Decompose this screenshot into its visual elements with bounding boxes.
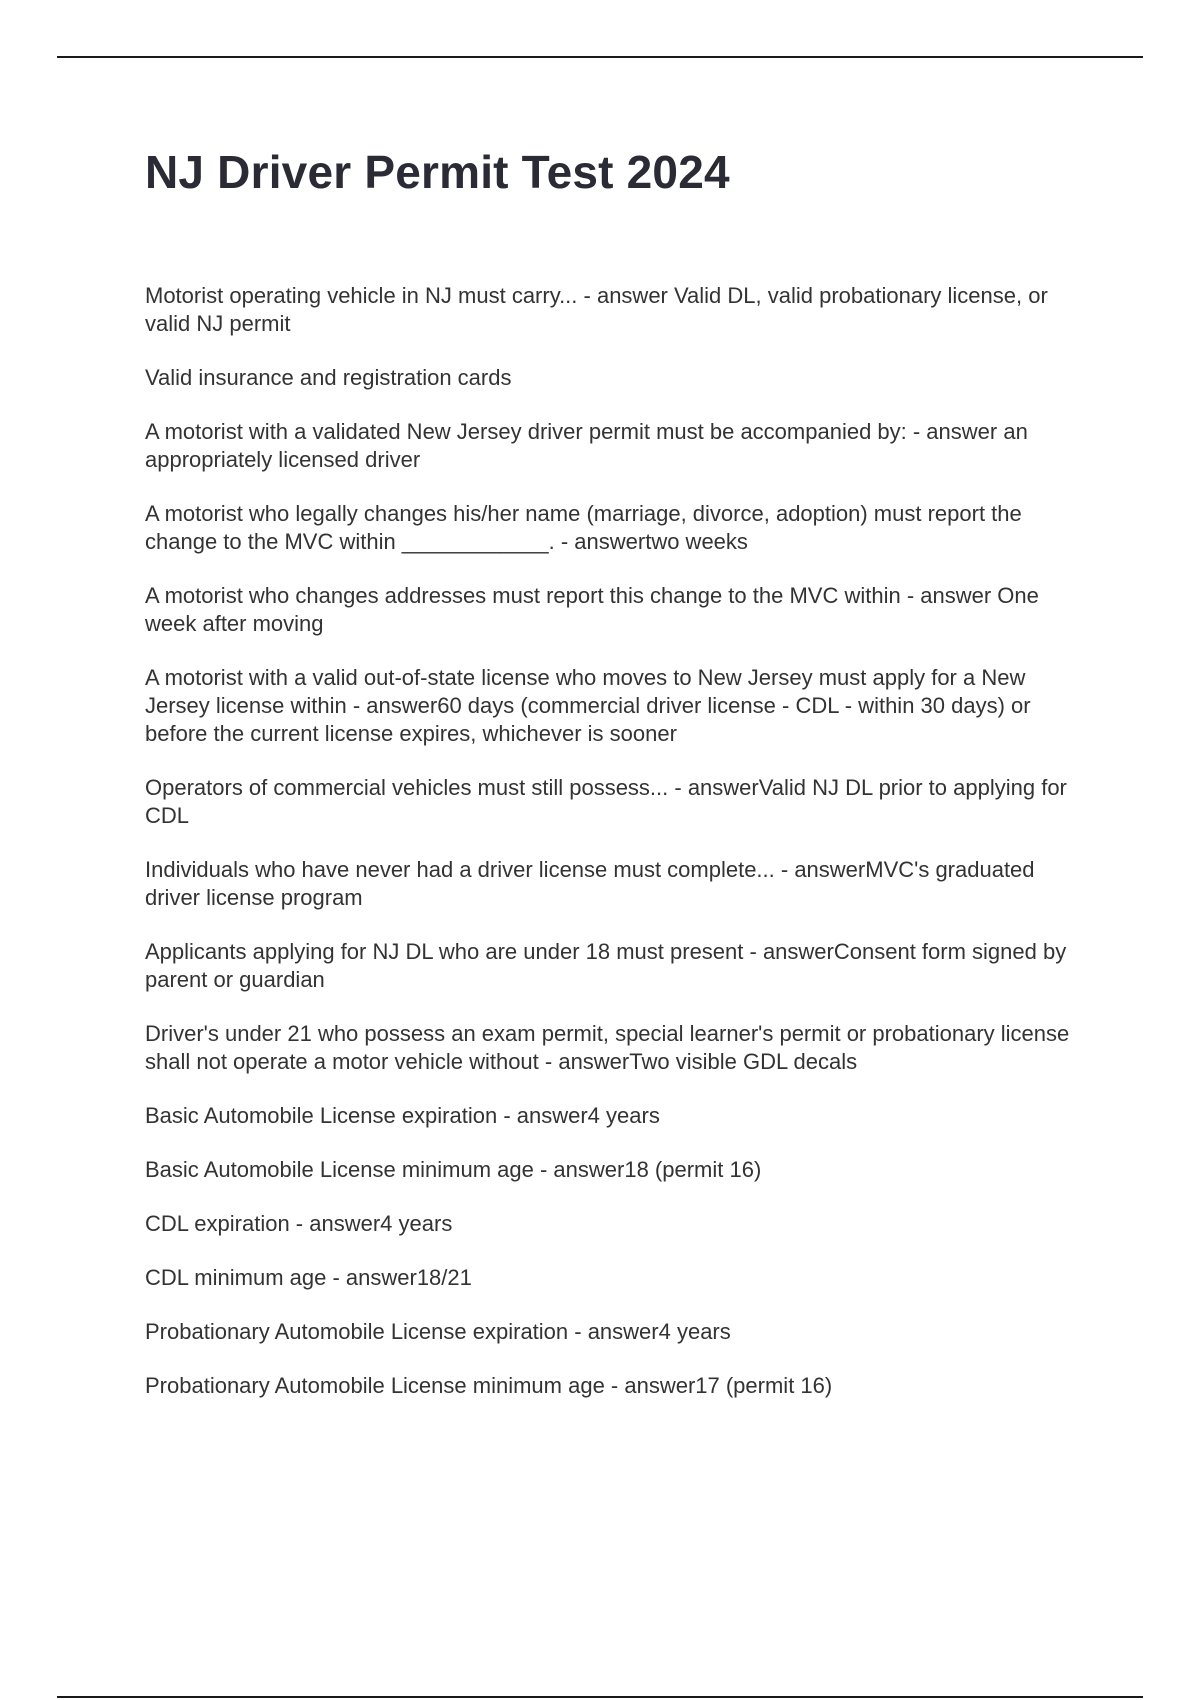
qa-item: Basic Automobile License minimum age - answer18 (permit 16) — [145, 1157, 762, 1182]
qa-item: Applicants applying for NJ DL who are under 18 must present - answerConsent form signed by parent or guardian — [145, 939, 1067, 992]
qa-item: Motorist operating vehicle in NJ must carry... - answer Valid DL, valid probationary license, or valid NJ permit — [145, 283, 1048, 336]
bottom-divider — [57, 1696, 1143, 1698]
qa-item: CDL expiration - answer4 years — [145, 1211, 453, 1236]
qa-item: Driver's under 21 who possess an exam permit, special learner's permit or probationary license shall not operate a motor vehicle without - answerTwo visible GDL decals — [145, 1021, 1070, 1074]
qa-item: Valid insurance and registration cards — [145, 365, 512, 390]
qa-item: A motorist who legally changes his/her name (marriage, divorce, adoption) must report the change to the MVC within ____________. - answertwo weeks — [145, 501, 1022, 554]
qa-item: Operators of commercial vehicles must still possess... - answerValid NJ DL prior to applying for CDL — [145, 775, 1067, 828]
qa-item: Individuals who have never had a driver license must complete... - answerMVC's graduated driver license program — [145, 857, 1035, 910]
qa-item: A motorist with a valid out-of-state license who moves to New Jersey must apply for a New Jersey license within - answer60 days (commercial driver license - CDL - within 30 days) or before the current license expires, whichever is sooner — [145, 665, 1031, 746]
qa-item: Basic Automobile License expiration - answer4 years — [145, 1103, 660, 1128]
qa-item: A motorist who changes addresses must report this change to the MVC within - answer One week after moving — [145, 583, 1039, 636]
top-divider — [57, 56, 1143, 58]
qa-item: Probationary Automobile License expiration - answer4 years — [145, 1319, 731, 1344]
page-title: NJ Driver Permit Test 2024 — [145, 146, 730, 198]
qa-item: CDL minimum age - answer18/21 — [145, 1265, 472, 1290]
qa-item: A motorist with a validated New Jersey driver permit must be accompanied by: - answer an appropriately licensed driver — [145, 419, 1028, 472]
qa-list — [145, 282, 1090, 1426]
qa-item: Probationary Automobile License minimum age - answer17 (permit 16) — [145, 1373, 833, 1398]
